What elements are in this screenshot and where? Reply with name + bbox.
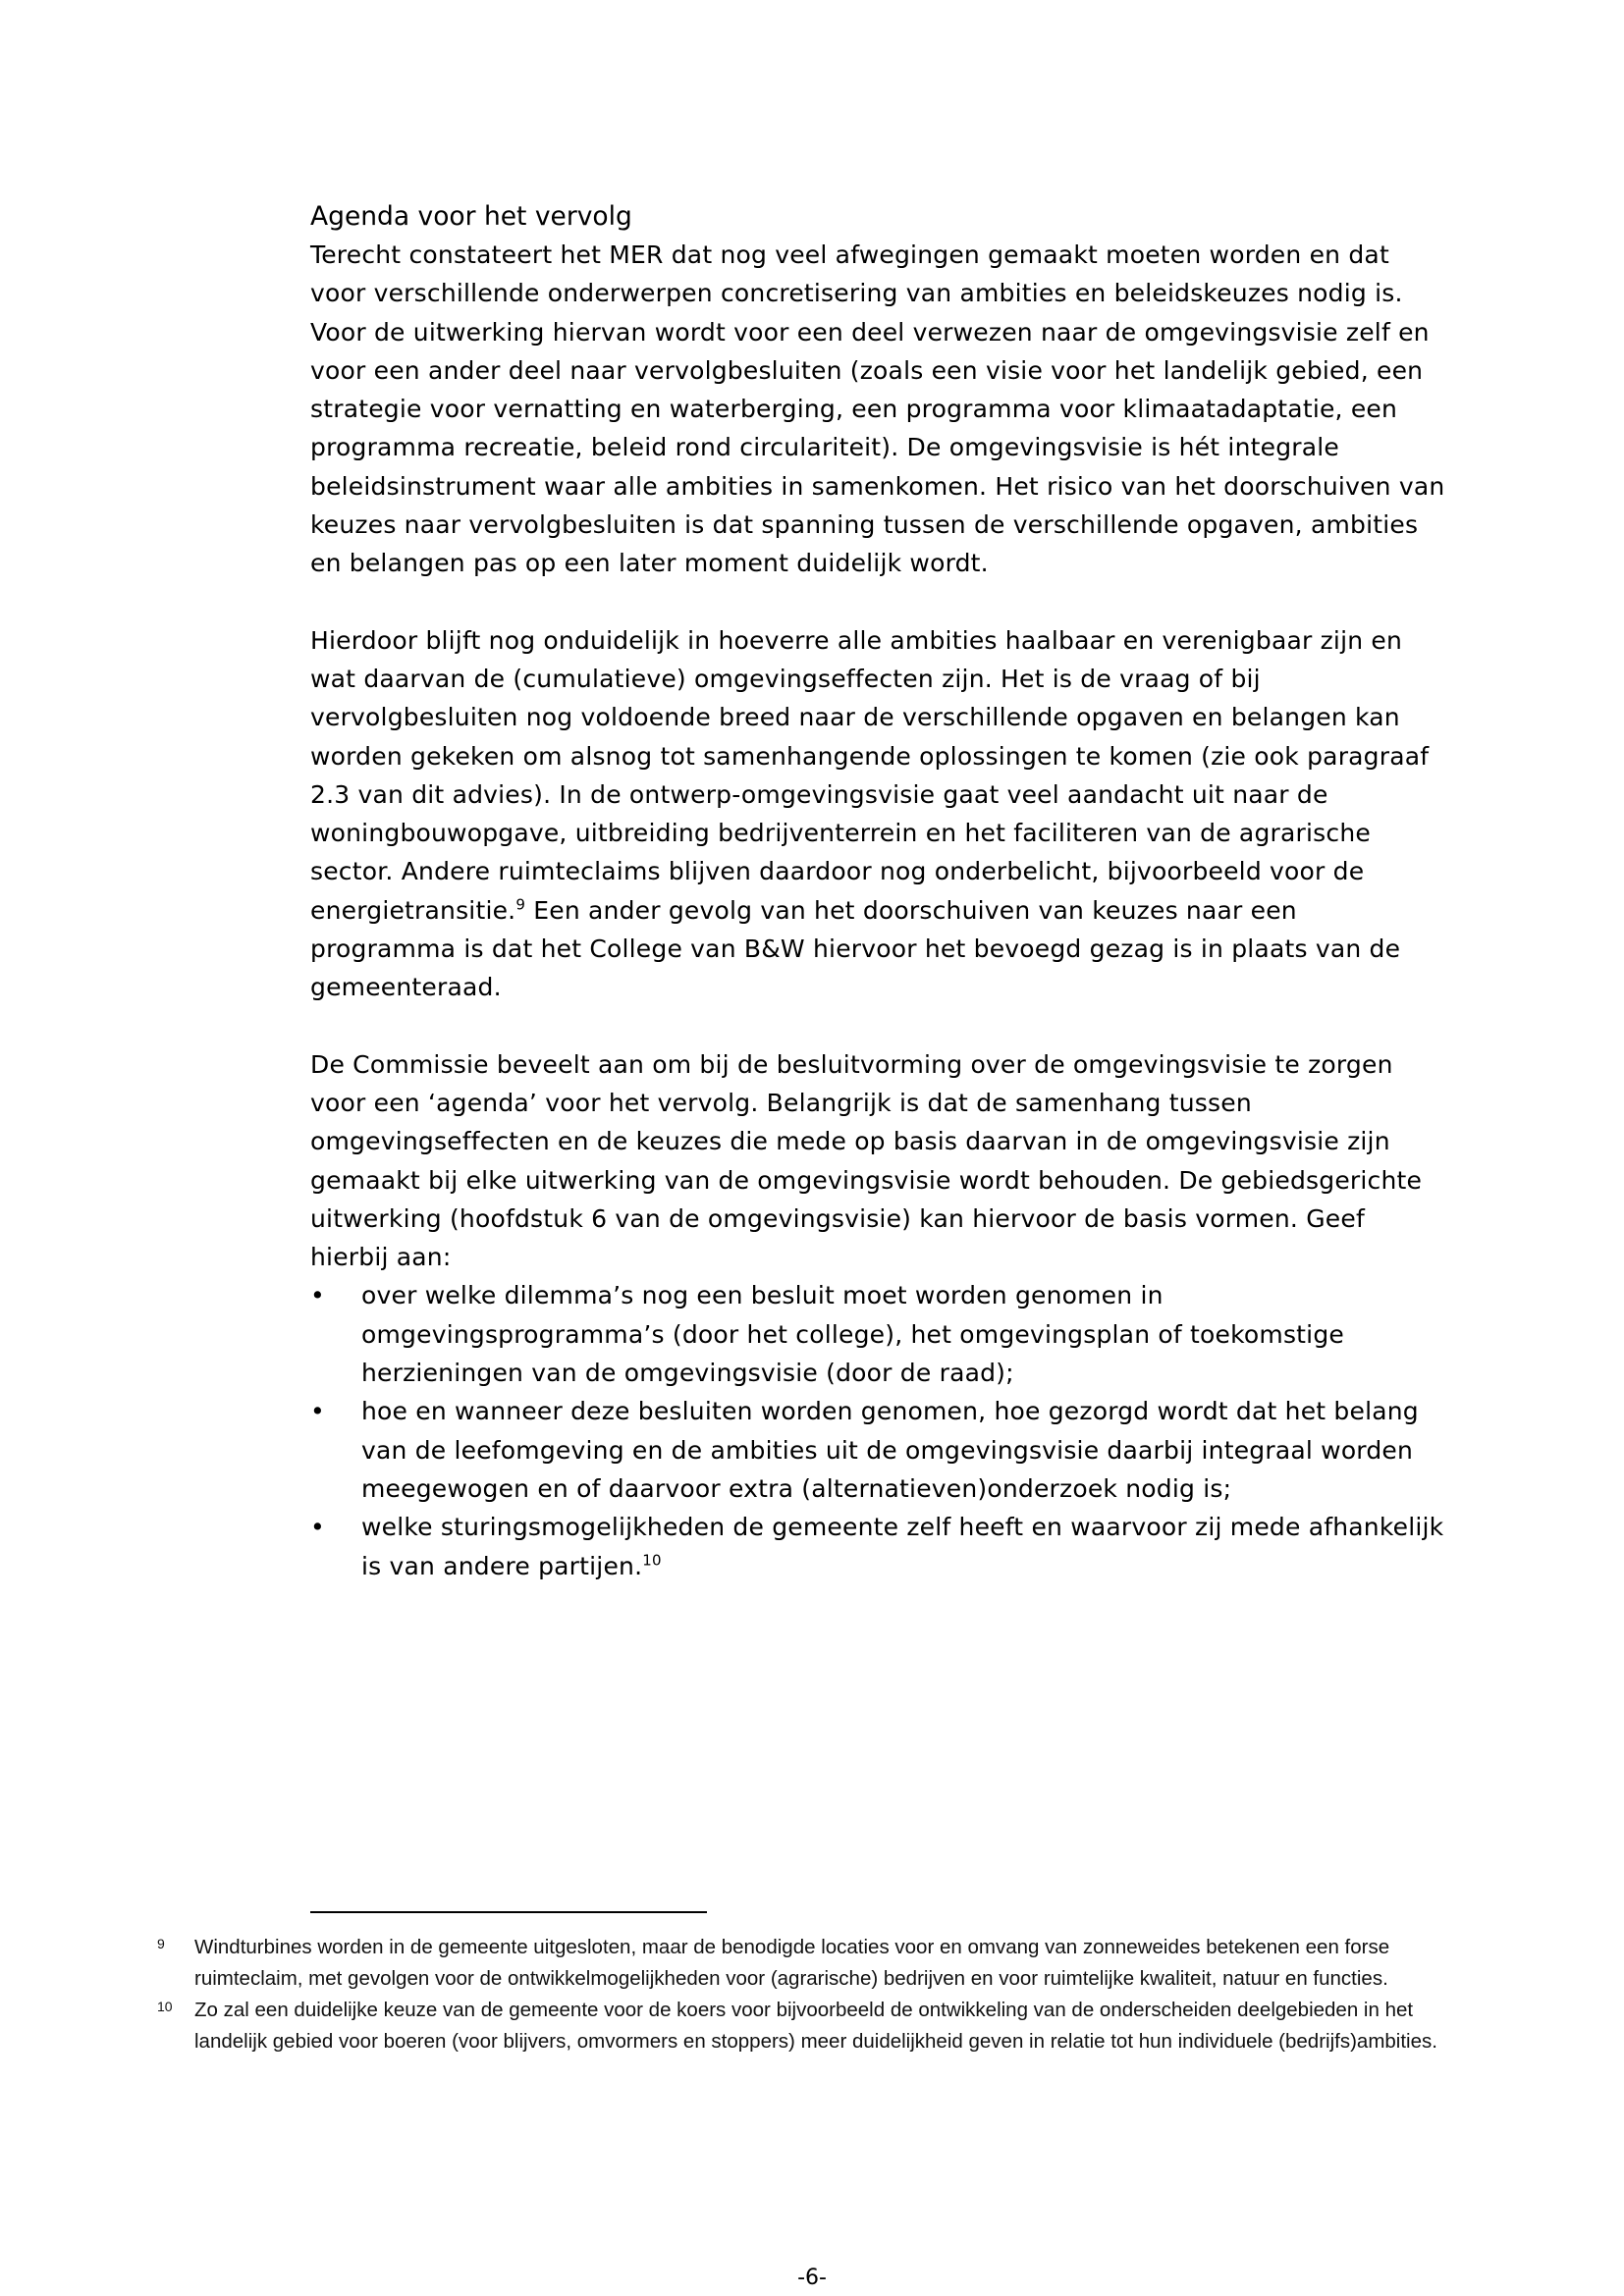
list-item: [310, 1276, 1449, 1392]
paragraph-gap: [310, 583, 1449, 621]
paragraph-gap: [310, 1007, 1449, 1045]
list-item-text: hoe en wanneer deze besluiten worden genomen, hoe gezorgd wordt dat het belang van de leefomgeving en de ambities uit de omgevingsvisie daarbij integraal worden meegewogen en of daarvoor extra (alternatieven)onderzoek nodig is;: [361, 1397, 1419, 1503]
footnotes: [157, 1932, 1453, 2057]
footnote-number: 10: [157, 1999, 173, 2014]
paragraph-2-continuation: Een ander gevolg van het doorschuiven van keuzes naar een programma is dat het College van B&W hiervoor het bevoegd gezag is in plaats van de gemeenteraad.: [310, 895, 1401, 1002]
list-item: [310, 1508, 1449, 1585]
footnote-text: Zo zal een duidelijke keuze van de gemeente voor de koers voor bijvoorbeeld de ontwikkeling van de onderscheiden deelgebieden in het landelijk gebied voor boeren (voor blijvers, omvormers en stoppers) meer duidelijkheid geven in relatie tot hun individuele (bedrijfs)ambities.: [194, 1999, 1437, 2053]
footnote-separator: [310, 1911, 707, 1913]
paragraph-1: Terecht constateert het MER dat nog veel afwegingen gemaakt moeten worden en dat voor verschillende onderwerpen concretisering van ambities en beleidskeuzes nodig is. Voor de uitwerking hiervan wordt voor een deel verwezen naar de omgevingsvisie zelf en voor een ander deel naar vervolgbesluiten (zoals een visie voor het landelijk gebied, een strategie voor vernatting en waterberging, een programma voor klimaatadaptatie, een programma recreatie, beleid rond circulariteit). De omgevingsvisie is hét integrale beleidsinstrument waar alle ambities in samenkomen. Het risico van het doorschuiven van keuzes naar vervolgbesluiten is dat spanning tussen de verschillende opgaven, ambities en belangen pas op een later moment duidelijk wordt.: [310, 240, 1445, 578]
list-item-text: over welke dilemma’s nog een besluit moet worden genomen in omgevingsprogramma’s (door het college), het omgevingsplan of toekomstige herzieningen van de omgevingsvisie (door de raad);: [361, 1281, 1344, 1388]
footnote-ref-9[interactable]: 9: [515, 895, 526, 914]
bullet-icon: •: [310, 1513, 325, 1542]
list-item: [310, 1392, 1449, 1508]
section-heading: Agenda voor het vervolg: [310, 201, 632, 232]
bullet-icon: •: [310, 1281, 325, 1310]
paragraph-2: [310, 621, 1449, 1007]
bullet-icon: •: [310, 1397, 325, 1426]
recommendation-list: [310, 1276, 1449, 1584]
footnote-10: [157, 1995, 1453, 2057]
list-item-text: welke sturingsmogelijkheden de gemeente zelf heeft en waarvoor zij mede afhankelijk is van andere partijen.: [361, 1513, 1444, 1580]
paragraph-2-text: Hierdoor blijft nog onduidelijk in hoeverre alle ambities haalbaar en verenigbaar zijn en wat daarvan de (cumulatieve) omgevingseffecten zijn. Het is de vraag of bij vervolgbesluiten nog voldoende breed naar de verschillende opgaven en belangen kan worden gekeken om alsnog tot samenhangende oplossingen te komen (zie ook paragraaf 2.3 van dit advies). In de ontwerp-omgevingsvisie gaat veel aandacht uit naar de woningbouwopgave, uitbreiding bedrijventerrein en het faciliteren van de agrarische sector. Andere ruimteclaims blijven daardoor nog onderbelicht, bijvoorbeeld voor de energietransitie.: [310, 625, 1430, 925]
page-number: -6-: [797, 2266, 827, 2290]
main-content: [310, 197, 1449, 1585]
footnote-number: 9: [157, 1936, 165, 1951]
footnote-text: Windturbines worden in de gemeente uitgesloten, maar de benodigde locaties voor en omvang van zonneweides betekenen een forse ruimteclaim, met gevolgen voor de ontwikkelmogelijkheden voor (agrarische) bedrijven en voor ruimtelijke kwaliteit, natuur en functies.: [194, 1936, 1390, 1990]
footnote-9: [157, 1932, 1453, 1995]
footnote-ref-10[interactable]: 10: [642, 1551, 662, 1570]
paragraph-3: De Commissie beveelt aan om bij de besluitvorming over de omgevingsvisie te zorgen voor een ‘agenda’ voor het vervolg. Belangrijk is dat de samenhang tussen omgevingseffecten en de keuzes die mede op basis daarvan in de omgevingsvisie zijn gemaakt bij elke uitwerking van de omgevingsvisie wordt behouden. De gebiedsgerichte uitwerking (hoofdstuk 6 van de omgevingsvisie) kan hiervoor de basis vormen. Geef hierbij aan:: [310, 1049, 1423, 1272]
